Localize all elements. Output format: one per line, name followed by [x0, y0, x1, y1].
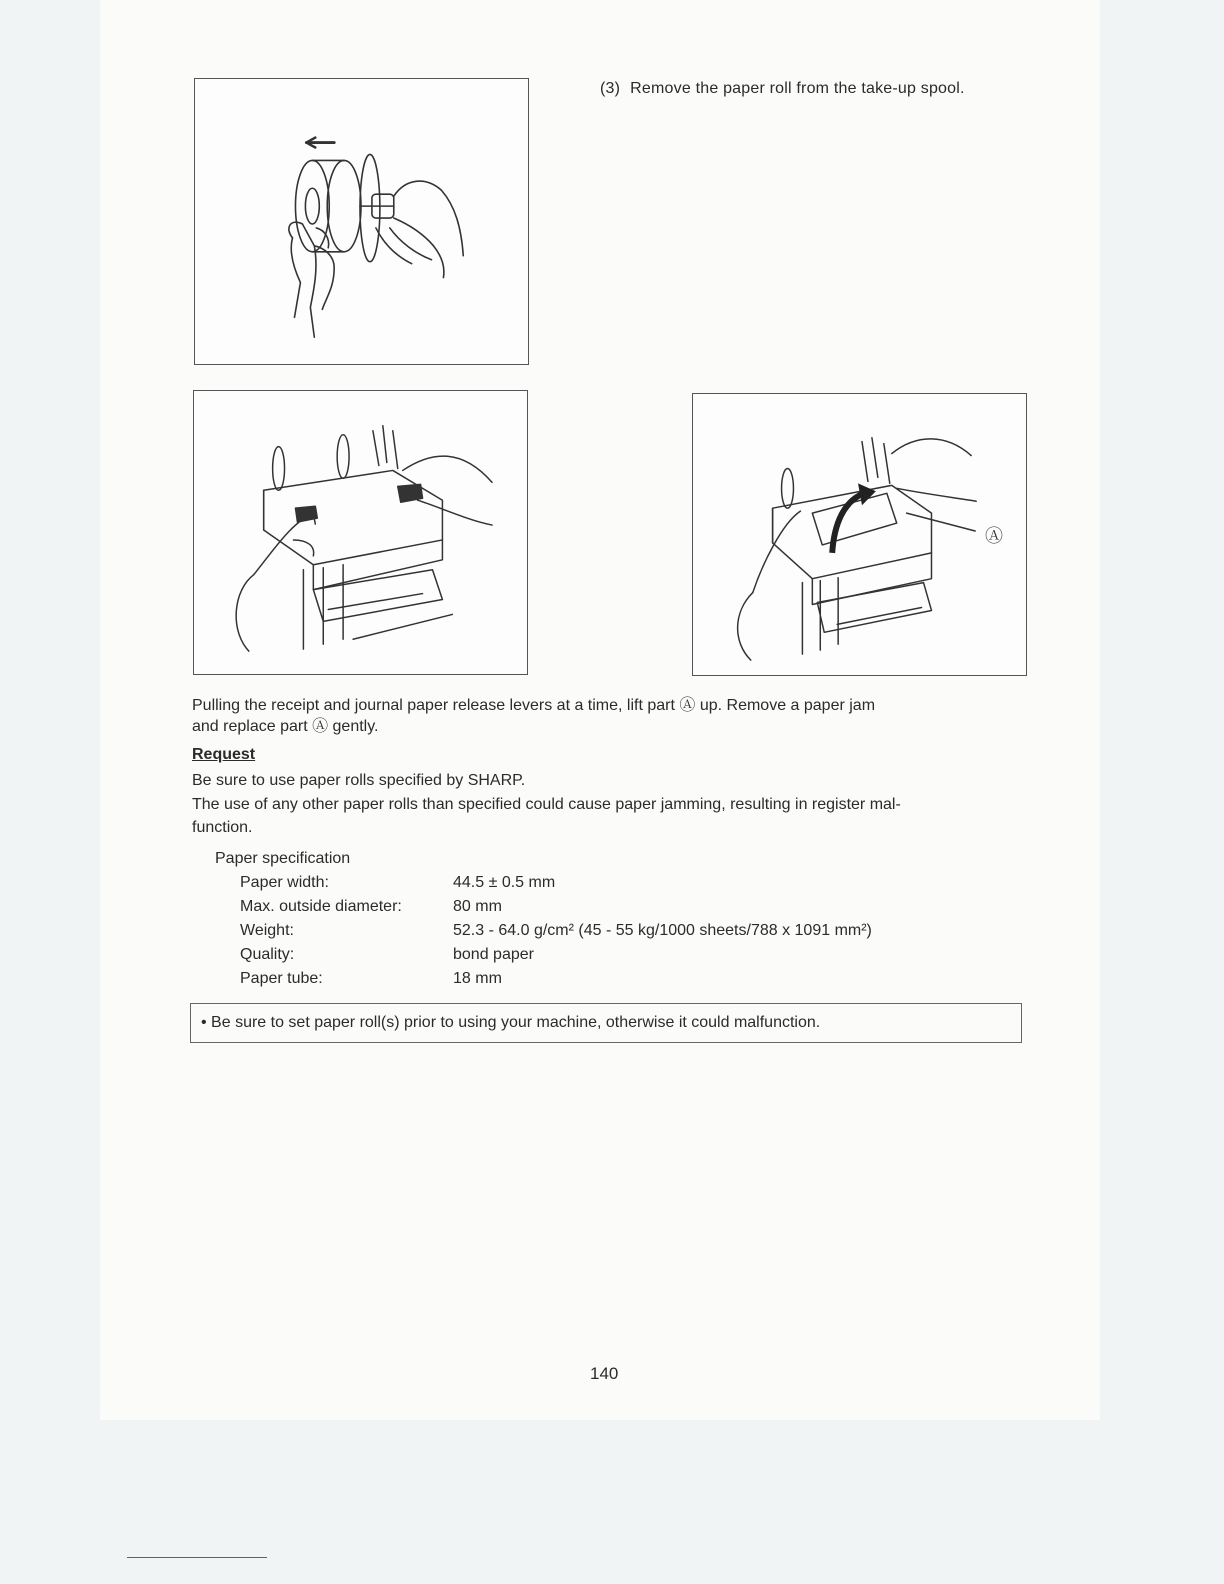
spec-value: 18 mm: [453, 970, 502, 987]
step-3: [600, 80, 965, 98]
request-line-1: Be sure to use paper rolls specified by SHARP.: [192, 772, 526, 789]
step-number: (3): [600, 80, 621, 97]
step-text: Remove the paper roll from the take-up spool.: [630, 80, 965, 97]
spec-label: Quality:: [240, 946, 295, 963]
remove-roll-illustration: [195, 79, 528, 364]
spec-label: Max. outside diameter:: [240, 898, 402, 915]
spec-label: Weight:: [240, 922, 294, 939]
spec-value: 80 mm: [453, 898, 502, 915]
release-levers-illustration: [194, 391, 527, 674]
part-a-callout: Ⓐ: [985, 526, 1003, 546]
request-line-3: function.: [192, 819, 253, 836]
lift-part-figure: [692, 393, 1027, 676]
note-text: • Be sure to set paper roll(s) prior to using your machine, otherwise it could malfunction.: [201, 1014, 821, 1031]
instructions-line-2: and replace part Ⓐ gently.: [192, 718, 379, 735]
remove-roll-figure: [194, 78, 529, 365]
request-heading: Request: [192, 746, 256, 763]
spec-label: Paper width:: [240, 874, 329, 891]
lift-part-illustration: [693, 394, 1026, 675]
spec-value: 44.5 ± 0.5 mm: [453, 874, 556, 891]
page-number: 140: [590, 1364, 619, 1383]
spec-value: bond paper: [453, 946, 534, 963]
spec-label: Paper tube:: [240, 970, 323, 987]
spec-value: 52.3 - 64.0 g/cm² (45 - 55 kg/1000 sheets/788 x 1091 mm²): [453, 922, 872, 939]
request-line-2: The use of any other paper rolls than specified could cause paper jamming, resulting in register mal-: [192, 796, 901, 813]
footer-link-underline: [127, 1557, 267, 1558]
note-box: [190, 1003, 1022, 1043]
instructions-line-1: Pulling the receipt and journal paper release levers at a time, lift part Ⓐ up. Remove a paper jam: [192, 697, 876, 714]
spec-title: Paper specification: [215, 850, 351, 867]
release-levers-figure: [193, 390, 528, 675]
